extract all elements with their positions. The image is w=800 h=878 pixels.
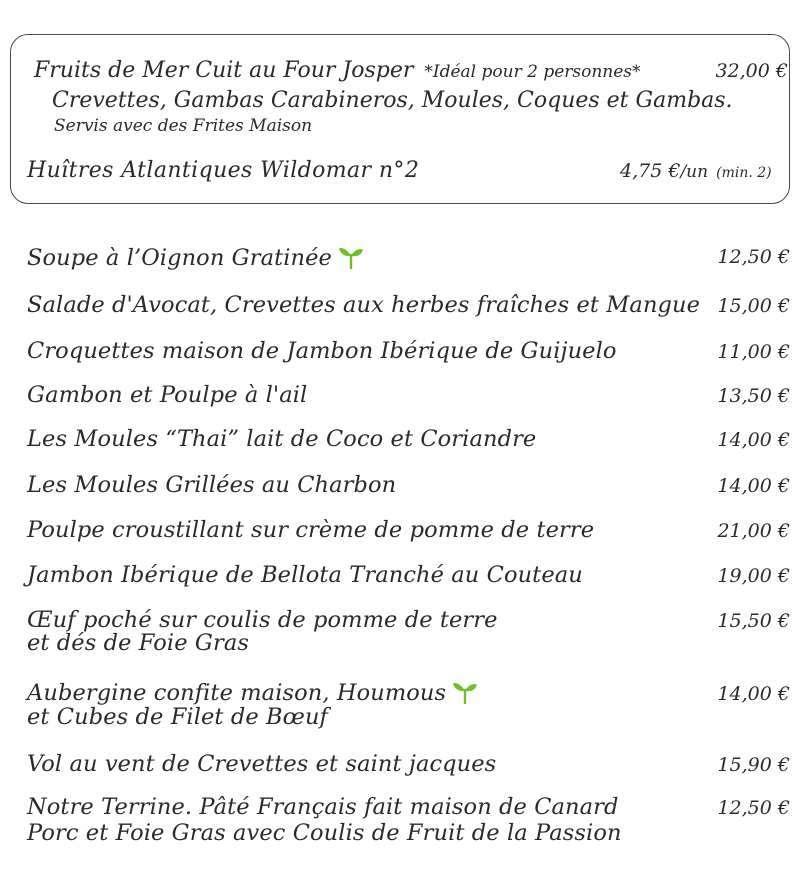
menu-item-name: Notre Terrine. Pâté Français fait maison de Canard (27, 794, 619, 820)
menu-item-name: Poulpe croustillant sur crème de pomme de terre (27, 517, 595, 543)
vegetarian-leaf-icon (338, 243, 364, 269)
menu-item-name: Les Moules Grillées au Charbon (27, 472, 397, 498)
menu-item-name: Les Moules “Thai” lait de Coco et Coriandre (27, 426, 537, 452)
menu-item-price: 14,00 € (717, 475, 790, 497)
menu-item-name: Croquettes maison de Jambon Ibérique de Guijuelo (27, 338, 617, 364)
menu-item-name: Jambon Ibérique de Bellota Tranché au Couteau (27, 562, 583, 588)
menu-item-price: 15,00 € (717, 295, 790, 317)
menu-item-price: 12,50 € (717, 797, 790, 819)
menu-item-name-cont: Porc et Foie Gras avec Coulis de Fruit de la Passion (27, 820, 622, 846)
oysters-min: (min. 2) (716, 165, 772, 181)
menu-item-price: 15,90 € (717, 754, 790, 776)
oysters-price: 4,75 €/un (min. 2) (620, 160, 772, 182)
menu-item-name-cont: et dés de Foie Gras (27, 630, 249, 656)
menu-item-price: 21,00 € (717, 520, 790, 542)
oysters-unit: /un (680, 162, 709, 182)
seafood-price: 32,00 € (715, 60, 788, 82)
menu-item-price: 14,00 € (717, 429, 790, 451)
vegetarian-leaf-icon (452, 678, 478, 704)
menu-item-name: Soupe à l’Oignon Gratinée (27, 243, 364, 271)
menu-item-price: 19,00 € (717, 565, 790, 587)
menu-item-name: Œuf poché sur coulis de pomme de terre (27, 607, 498, 633)
menu-item-name: Aubergine confite maison, Houmous (27, 678, 478, 706)
menu-item-price: 11,00 € (717, 341, 790, 363)
seafood-description: Crevettes, Gambas Carabineros, Moules, Coques et Gambas. (52, 88, 733, 113)
seafood-note: *Idéal pour 2 personnes* (424, 62, 641, 82)
oysters-title: Huîtres Atlantiques Wildomar n°2 (27, 158, 420, 183)
menu-item-name: Gambon et Poulpe à l'ail (27, 382, 308, 408)
menu-item-price: 15,50 € (717, 610, 790, 632)
menu-item-name: Vol au vent de Crevettes et saint jacques (27, 751, 497, 777)
seafood-title: Fruits de Mer Cuit au Four Josper *Idéal pour 2 personnes* (34, 58, 641, 83)
menu-item-name-cont: et Cubes de Filet de Bœuf (27, 704, 328, 730)
menu-item-name: Salade d'Avocat, Crevettes aux herbes fraîches et Mangue (27, 292, 701, 318)
menu-item-price: 14,00 € (717, 683, 790, 705)
menu-item-price: 12,50 € (717, 246, 790, 268)
menu-item-price: 13,50 € (717, 385, 790, 407)
seafood-side: Servis avec des Frites Maison (54, 116, 313, 136)
